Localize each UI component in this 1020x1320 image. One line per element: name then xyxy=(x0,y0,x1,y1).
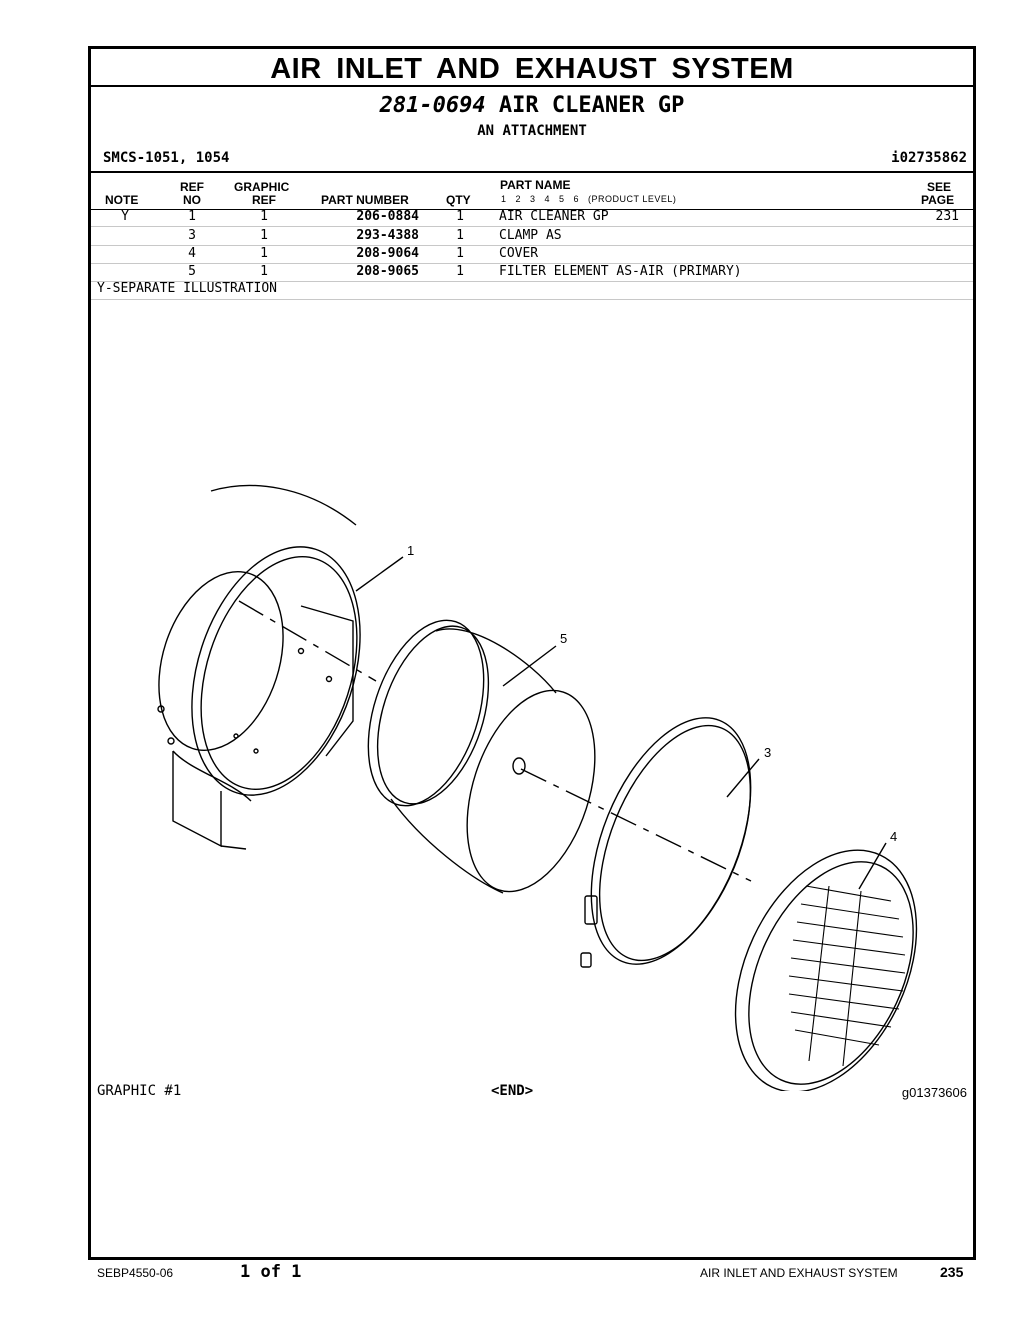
section-title: AIR INLET AND EXHAUST SYSTEM xyxy=(91,49,973,87)
footer-page-number: 235 xyxy=(940,1264,964,1280)
graphic-label: GRAPHIC #1 xyxy=(97,1083,182,1099)
row-graphic-ref: 1 xyxy=(260,209,268,224)
smcs-code: SMCS-1051, 1054 xyxy=(103,150,230,166)
leader-line-3 xyxy=(727,759,759,797)
page-frame xyxy=(88,46,976,1260)
header-qty: QTY xyxy=(446,193,471,207)
footer-page-of: 1 of 1 xyxy=(240,1262,302,1282)
row-ref: 5 xyxy=(188,264,196,279)
assembly-axis-1 xyxy=(239,601,376,681)
footer-section: AIR INLET AND EXHAUST SYSTEM xyxy=(700,1266,898,1280)
group-subtitle: AN ATTACHMENT xyxy=(477,123,587,139)
row-part-number: 206-0884 xyxy=(356,209,419,224)
end-label: <END> xyxy=(491,1083,534,1099)
header-graphic-top: GRAPHIC xyxy=(234,180,290,194)
callout-3: 3 xyxy=(764,745,772,760)
row-graphic-ref: 1 xyxy=(260,264,268,279)
table-row xyxy=(91,263,973,282)
row-qty: 1 xyxy=(456,209,464,224)
table-row xyxy=(91,208,973,227)
air-cleaner-housing-drawing xyxy=(137,485,389,849)
row-note: Y xyxy=(121,209,129,224)
footnote-divider xyxy=(91,299,973,300)
row-part-number: 293-4388 xyxy=(356,228,419,243)
callout-1: 1 xyxy=(407,543,415,558)
header-graphic-bottom: REF xyxy=(252,193,276,207)
cover-drawing xyxy=(699,821,952,1091)
callout-4: 4 xyxy=(890,829,898,844)
header-part-number: PART NUMBER xyxy=(321,193,409,207)
row-see-page: 231 xyxy=(935,209,959,224)
table-row xyxy=(91,245,973,264)
row-part-number: 208-9065 xyxy=(356,264,419,279)
callout-5: 5 xyxy=(560,631,568,646)
leader-line-1 xyxy=(356,557,403,591)
row-ref: 3 xyxy=(188,228,196,243)
row-ref: 4 xyxy=(188,246,196,261)
table-row xyxy=(91,227,973,246)
header-ref-bottom: NO xyxy=(183,193,201,207)
header-product-levels: 1 2 3 4 5 6 (PRODUCT LEVEL) xyxy=(501,194,677,204)
row-qty: 1 xyxy=(456,246,464,261)
table-header xyxy=(91,171,973,210)
header-see-bottom: PAGE xyxy=(921,193,955,207)
row-graphic-ref: 1 xyxy=(260,246,268,261)
exploded-parts-illustration xyxy=(91,301,973,1091)
header-note: NOTE xyxy=(105,193,139,207)
graphic-number: g01373606 xyxy=(901,1085,967,1100)
row-graphic-ref: 1 xyxy=(260,228,268,243)
row-qty: 1 xyxy=(456,264,464,279)
group-number: 281-0694 xyxy=(379,93,486,118)
row-part-name: AIR CLEANER GP xyxy=(499,209,609,224)
row-part-name: COVER xyxy=(499,246,539,261)
header-part-name: PART NAME xyxy=(500,178,571,192)
group-name: AIR CLEANER GP xyxy=(498,93,685,118)
group-title xyxy=(91,93,973,118)
row-part-name: FILTER ELEMENT AS-AIR (PRIMARY) xyxy=(499,264,742,279)
row-ref: 1 xyxy=(188,209,196,224)
footer-doc-number: SEBP4550-06 xyxy=(97,1266,174,1280)
filter-element-drawing xyxy=(347,606,618,908)
row-part-number: 208-9064 xyxy=(356,246,419,261)
row-part-name: CLAMP AS xyxy=(499,228,562,243)
row-qty: 1 xyxy=(456,228,464,243)
header-ref-top: REF xyxy=(180,180,204,194)
header-see-top: SEE xyxy=(927,180,952,194)
footnote: Y-SEPARATE ILLUSTRATION xyxy=(97,281,278,296)
illustration-id: i02735862 xyxy=(891,150,967,166)
clamp-drawing xyxy=(559,695,782,987)
